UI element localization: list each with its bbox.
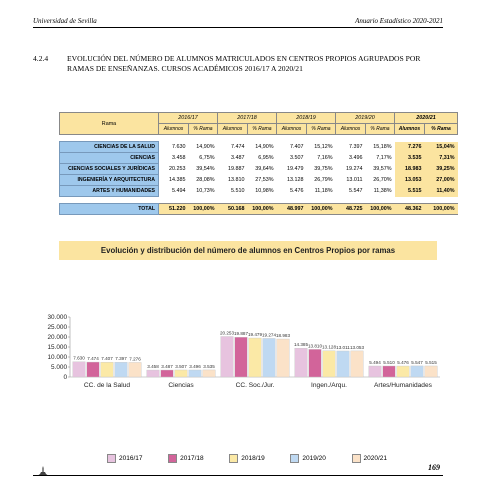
data-label: 13.053 <box>349 344 365 350</box>
cell-alumnos: 48.997 <box>277 204 307 215</box>
col-rama: % Rama <box>248 124 277 135</box>
cell-rama: 26,79% <box>314 177 333 183</box>
x-tick-label: CC. de la Salud <box>83 382 131 389</box>
header-rule <box>33 27 443 28</box>
cell-rama: 14,90% <box>196 144 215 150</box>
section-heading: EVOLUCIÓN DEL NÚMERO DE ALUMNOS MATRICULADOS EN CENTROS PROPIOS AGRUPADOS POR RAMAS DE ENSEÑANZAS. CURSOS ACADÉMICOS 2016/17 A 2020/21 <box>67 54 421 73</box>
cell-alumnos: 13.810 <box>228 177 245 183</box>
data-label: 5.547 <box>411 359 423 365</box>
legend-item <box>352 454 388 463</box>
bar <box>129 362 142 377</box>
legend-item <box>290 454 326 463</box>
cell-rama: 100,00% <box>248 204 277 215</box>
bar <box>263 338 276 377</box>
bar <box>147 370 160 377</box>
cell-alumnos: 50.168 <box>218 204 248 215</box>
cell-alumnos: 13.053 <box>395 175 425 186</box>
data-label: 3.535 <box>203 363 215 369</box>
cell-alumnos: 3.487 <box>231 155 245 161</box>
col-rama: % Rama <box>425 124 458 135</box>
table-row <box>60 142 458 153</box>
legend-label: 2016/17 <box>119 455 143 462</box>
x-tick-label: Artes/Humanidades <box>374 382 432 389</box>
y-tick-label: 20.000 <box>47 334 67 341</box>
bar <box>115 362 128 377</box>
table-row <box>60 175 458 186</box>
cell-rama: 11,40% <box>425 186 458 197</box>
bar <box>323 351 336 377</box>
header-university: Universidad de Sevilla <box>33 17 97 25</box>
legend-swatch <box>290 454 299 463</box>
row-label: TOTAL <box>60 204 159 215</box>
bar <box>425 366 438 377</box>
y-tick-label: 15.000 <box>47 344 67 351</box>
col-rama: % Rama <box>366 124 395 135</box>
cell-rama: 15,18% <box>373 144 392 150</box>
col-rama: % Rama <box>189 124 218 135</box>
cell-rama: 27,00% <box>425 175 458 186</box>
cell-rama: 7,31% <box>425 153 458 164</box>
cell-rama: 100,00% <box>189 204 218 215</box>
col-alumnos: Alumnos <box>159 124 189 135</box>
x-tick-label: Ingen./Arqu. <box>311 382 347 389</box>
cell-alumnos: 5.547 <box>349 188 363 194</box>
cell-alumnos: 20.253 <box>169 166 186 172</box>
bar <box>277 339 290 377</box>
footer-rule <box>33 475 443 476</box>
cell-rama: 11,38% <box>373 188 392 194</box>
cell-alumnos: 3.496 <box>349 155 363 161</box>
data-label: 3.458 <box>147 364 159 370</box>
cell-rama: 10,98% <box>255 188 274 194</box>
cell-rama: 27,53% <box>255 177 274 183</box>
data-label: 5.476 <box>397 360 409 366</box>
data-label: 14.385 <box>293 342 309 348</box>
legend-item <box>229 454 265 463</box>
y-tick-label: 30.000 <box>47 314 67 321</box>
legend-item <box>107 454 143 463</box>
cell-alumnos: 3.458 <box>172 155 186 161</box>
bar <box>73 362 86 377</box>
cell-alumnos: 5.515 <box>395 186 425 197</box>
legend-label: 2018/19 <box>241 455 265 462</box>
year-header: 2019/20 <box>336 113 395 124</box>
col-alumnos: Alumnos <box>336 124 366 135</box>
bar <box>337 351 350 377</box>
year-header: 2017/18 <box>218 113 277 124</box>
section-title <box>33 54 453 74</box>
cell-alumnos: 3.507 <box>290 155 304 161</box>
data-label: 13.810 <box>307 343 323 349</box>
bar <box>175 370 188 377</box>
cell-alumnos: 13.011 <box>346 177 363 183</box>
row-label: CIENCIAS DE LA SALUD <box>60 142 159 153</box>
legend-label: 2019/20 <box>302 455 326 462</box>
cell-alumnos: 7.474 <box>231 144 245 150</box>
page-number: 169 <box>428 463 440 472</box>
cell-alumnos: 51.220 <box>159 204 189 215</box>
chart-title: Evolución y distribución del número de alumnos en Centros Propios por ramas <box>59 241 437 260</box>
header-yearbook: Anuario Estadístico 2020-2021 <box>355 17 443 25</box>
col-alumnos: Alumnos <box>218 124 248 135</box>
data-label: 13.011 <box>336 344 350 350</box>
table-row <box>60 164 458 175</box>
row-label: INGENIERÍA Y ARQUITECTURA <box>60 175 159 186</box>
cell-alumnos: 3.535 <box>395 153 425 164</box>
cell-alumnos: 7.276 <box>395 142 425 153</box>
data-label: 3.507 <box>175 363 187 369</box>
cell-rama: 39,64% <box>255 166 274 172</box>
data-label: 19.479 <box>247 332 263 338</box>
x-tick-label: CC. Soc./Jur. <box>235 382 275 389</box>
cell-alumnos: 18.983 <box>395 164 425 175</box>
cell-alumnos: 7.630 <box>172 144 186 150</box>
rama-header: Rama <box>60 113 159 135</box>
bar <box>87 362 100 377</box>
data-label: 3.487 <box>161 364 173 370</box>
year-header: 2018/19 <box>277 113 336 124</box>
col-alumnos: Alumnos <box>277 124 307 135</box>
legend-label: 2017/18 <box>180 455 204 462</box>
legend-swatch <box>229 454 238 463</box>
bar <box>309 349 322 377</box>
x-tick-label: Ciencias <box>168 382 194 389</box>
row-label: ARTES Y HUMANIDADES <box>60 186 159 197</box>
table-row <box>60 186 458 197</box>
cell-alumnos: 5.510 <box>231 188 245 194</box>
data-label: 7.397 <box>115 356 127 362</box>
cell-alumnos: 7.407 <box>290 144 304 150</box>
data-label: 7.474 <box>87 356 99 362</box>
section-number: 4.2.4 <box>33 54 49 63</box>
bar <box>383 366 396 377</box>
row-label: CIENCIAS SOCIALES Y JURÍDICAS <box>60 164 159 175</box>
cell-rama: 14,90% <box>255 144 274 150</box>
legend-item <box>168 454 204 463</box>
cell-rama: 11,18% <box>314 188 333 194</box>
y-tick-label: 0 <box>63 374 67 381</box>
cell-alumnos: 48.725 <box>336 204 366 215</box>
col-rama: % Rama <box>307 124 336 135</box>
cell-rama: 7,16% <box>317 155 333 161</box>
cell-alumnos: 48.362 <box>395 204 425 215</box>
data-label: 19.274 <box>261 332 277 338</box>
y-tick-label: 5.000 <box>51 364 67 371</box>
cell-rama: 100,00% <box>366 204 395 215</box>
cell-rama: 7,17% <box>376 155 392 161</box>
data-label: 13.128 <box>321 344 337 350</box>
bar <box>189 370 202 377</box>
year-header: 2020/21 <box>395 113 458 124</box>
cell-rama: 10,73% <box>196 188 215 194</box>
cell-rama: 39,75% <box>314 166 333 172</box>
table-row <box>60 153 458 164</box>
data-label: 7.630 <box>73 355 85 361</box>
cell-alumnos: 19.274 <box>346 166 363 172</box>
cell-alumnos: 14.385 <box>169 177 186 183</box>
bar <box>101 362 114 377</box>
chart-legend <box>107 454 387 463</box>
data-label: 5.510 <box>383 359 395 365</box>
cell-rama: 100,00% <box>307 204 336 215</box>
cell-alumnos: 19.479 <box>287 166 304 172</box>
cell-alumnos: 13.128 <box>287 177 304 183</box>
legend-label: 2020/21 <box>363 455 387 462</box>
legend-swatch <box>168 454 177 463</box>
data-label: 19.887 <box>233 331 249 337</box>
cell-rama: 15,04% <box>425 142 458 153</box>
cell-rama: 39,25% <box>425 164 458 175</box>
cell-rama: 6,95% <box>258 155 274 161</box>
cell-alumnos: 19.887 <box>228 166 245 172</box>
col-alumnos: Alumnos <box>395 124 425 135</box>
cell-rama: 15,12% <box>314 144 333 150</box>
cell-rama: 39,57% <box>373 166 392 172</box>
table-total-row <box>60 204 458 215</box>
bar <box>203 370 216 377</box>
cell-rama: 100,00% <box>425 204 458 215</box>
bar <box>249 338 262 377</box>
data-label: 5.515 <box>425 359 437 365</box>
legend-swatch <box>107 454 116 463</box>
table-year-row <box>60 113 458 124</box>
legend-swatch <box>352 454 361 463</box>
bar <box>235 337 248 377</box>
bar <box>295 348 308 377</box>
cell-rama: 6,75% <box>199 155 215 161</box>
bar <box>161 370 174 377</box>
data-label: 20.253 <box>219 330 235 336</box>
cell-alumnos: 7.397 <box>349 144 363 150</box>
data-label: 18.983 <box>275 333 291 339</box>
cell-rama: 28,08% <box>196 177 215 183</box>
data-label: 5.494 <box>369 360 381 366</box>
year-header: 2016/17 <box>159 113 218 124</box>
y-tick-label: 10.000 <box>47 354 67 361</box>
bar <box>369 366 382 377</box>
bar <box>221 336 234 377</box>
cell-alumnos: 5.476 <box>290 188 304 194</box>
cell-rama: 39,54% <box>196 166 215 172</box>
row-label: CIENCIAS <box>60 153 159 164</box>
bar <box>351 351 364 377</box>
data-label: 7.407 <box>101 356 113 362</box>
y-tick-label: 25.000 <box>47 324 67 331</box>
bar <box>411 366 424 377</box>
data-label: 7.276 <box>129 356 141 362</box>
cell-alumnos: 5.494 <box>172 188 186 194</box>
enrollment-table <box>59 112 458 215</box>
data-label: 3.496 <box>189 364 201 370</box>
cell-rama: 26,70% <box>373 177 392 183</box>
bar <box>397 366 410 377</box>
